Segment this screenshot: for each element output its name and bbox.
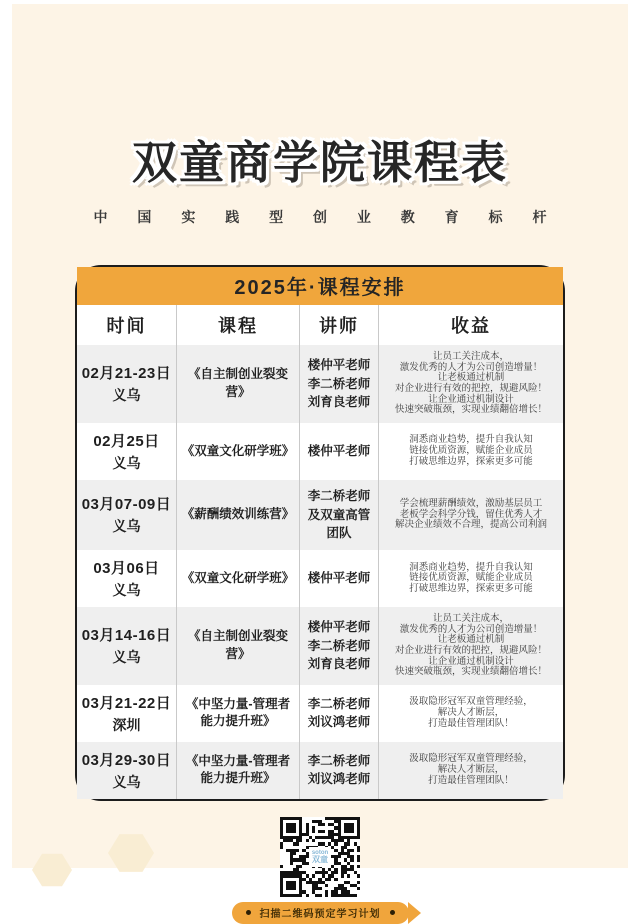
ribbon-dot-left — [246, 910, 251, 915]
cell-benefit: 洞悉商业趋势，提升自我认知 链接优质资源，赋能企业成员 打破思维边界，探索更多可能 — [409, 434, 533, 467]
course-city: 义乌 — [112, 649, 141, 666]
column-header-course: 课程 — [177, 305, 300, 345]
cell-lecturer: 楼仲平老师 李二桥老师 刘育良老师 — [300, 607, 379, 685]
cell-course: 《薪酬绩效训练营》 — [177, 480, 300, 550]
schedule-card — [75, 265, 565, 801]
cell-course: 《自主制创业裂变营》 — [177, 607, 300, 685]
course-date: 02月25日 — [93, 432, 160, 450]
footer-ribbon — [232, 902, 409, 924]
qr-code — [280, 817, 360, 897]
table-row — [77, 423, 563, 480]
poster-page — [12, 4, 628, 921]
cell-time — [77, 550, 177, 607]
table-row — [77, 550, 563, 607]
cell-lecturer: 李二桥老师 刘议鸿老师 — [300, 685, 379, 742]
table-row — [77, 742, 563, 799]
cell-time — [77, 480, 177, 550]
cell-benefit: 汲取隐形冠军双童管理经验， 解决人才断层， 打造最佳管理团队！ — [409, 753, 533, 786]
cell-benefit: 洞悉商业趋势，提升自我认知 链接优质资源，赋能企业成员 打破思维边界，探索更多可能 — [409, 561, 533, 594]
schedule-band-title: 2025年·课程安排 — [77, 267, 563, 305]
cell-benefit: 让员工关注成本， 激发优秀的人才为公司创造增量！ 让老板通过机制 对企业进行有效的把控，规避风险！ 让企业通过机制设计 快速突破瓶颈，实现业绩翻倍增长！ — [394, 351, 547, 416]
cell-course: 《双童文化研学班》 — [177, 423, 300, 480]
ribbon-dot-right — [390, 910, 395, 915]
cell-time — [77, 685, 177, 742]
cell-course: 《中坚力量-管理者 能力提升班》 — [177, 742, 300, 799]
cell-benefit: 让员工关注成本， 激发优秀的人才为公司创造增量！ 让老板通过机制 对企业进行有效的把控，规避风险！ 让企业通过机制设计 快速突破瓶颈，实现业绩翻倍增长！ — [394, 613, 547, 678]
course-date: 03月14-16日 — [81, 627, 172, 645]
course-city: 义乌 — [112, 454, 141, 471]
table-row — [77, 685, 563, 742]
ribbon-text: 扫描二维码预定学习计划 — [259, 909, 381, 921]
qr-center-logo: soton 双童 — [309, 847, 331, 867]
course-city: 义乌 — [112, 387, 141, 404]
table-row — [77, 607, 563, 685]
course-date: 03月06日 — [93, 560, 160, 577]
table-row — [77, 345, 563, 423]
course-date: 03月21-22日 — [81, 694, 172, 712]
page-subtitle: 中 国 实 践 型 创 业 教 育 标 杆 — [93, 209, 560, 225]
table-row — [77, 480, 563, 550]
cell-lecturer: 楼仲平老师 — [300, 550, 379, 607]
column-header-lecturer: 讲师 — [300, 305, 379, 345]
course-date: 02月21-23日 — [81, 365, 172, 383]
course-city: 深圳 — [112, 716, 141, 733]
course-date: 03月29-30日 — [81, 751, 172, 769]
course-date: 03月07-09日 — [81, 496, 172, 514]
course-city: 义乌 — [112, 773, 141, 790]
course-city: 义乌 — [112, 582, 141, 598]
cell-course: 《中坚力量-管理者 能力提升班》 — [177, 685, 300, 742]
cell-time — [77, 345, 177, 423]
cell-benefit: 汲取隐形冠军双童管理经验， 解决人才断层， 打造最佳管理团队！ — [409, 696, 533, 729]
cell-course: 《双童文化研学班》 — [177, 550, 300, 607]
cell-time — [77, 742, 177, 799]
table-header-row — [77, 305, 563, 345]
cell-lecturer: 李二桥老师 刘议鸿老师 — [300, 742, 379, 799]
cell-lecturer: 楼仲平老师 — [300, 423, 379, 480]
table-body — [77, 345, 563, 799]
page-title: 双童商学院课程表 — [131, 137, 508, 188]
course-city: 义乌 — [112, 518, 141, 535]
cell-lecturer: 楼仲平老师 李二桥老师 刘育良老师 — [300, 345, 379, 423]
cell-course: 《自主制创业裂变营》 — [177, 345, 300, 423]
column-header-benefit: 收益 — [379, 305, 563, 345]
cell-time — [77, 607, 177, 685]
cell-lecturer: 李二桥老师 及双童高管团队 — [300, 480, 379, 550]
cell-time — [77, 423, 177, 480]
column-header-time: 时间 — [77, 305, 177, 345]
cell-benefit: 学会梳理薪酬绩效，激励基层员工 老板学会科学分钱，留住优秀人才 解决企业绩效不合理，提高公司利润 — [394, 497, 547, 531]
